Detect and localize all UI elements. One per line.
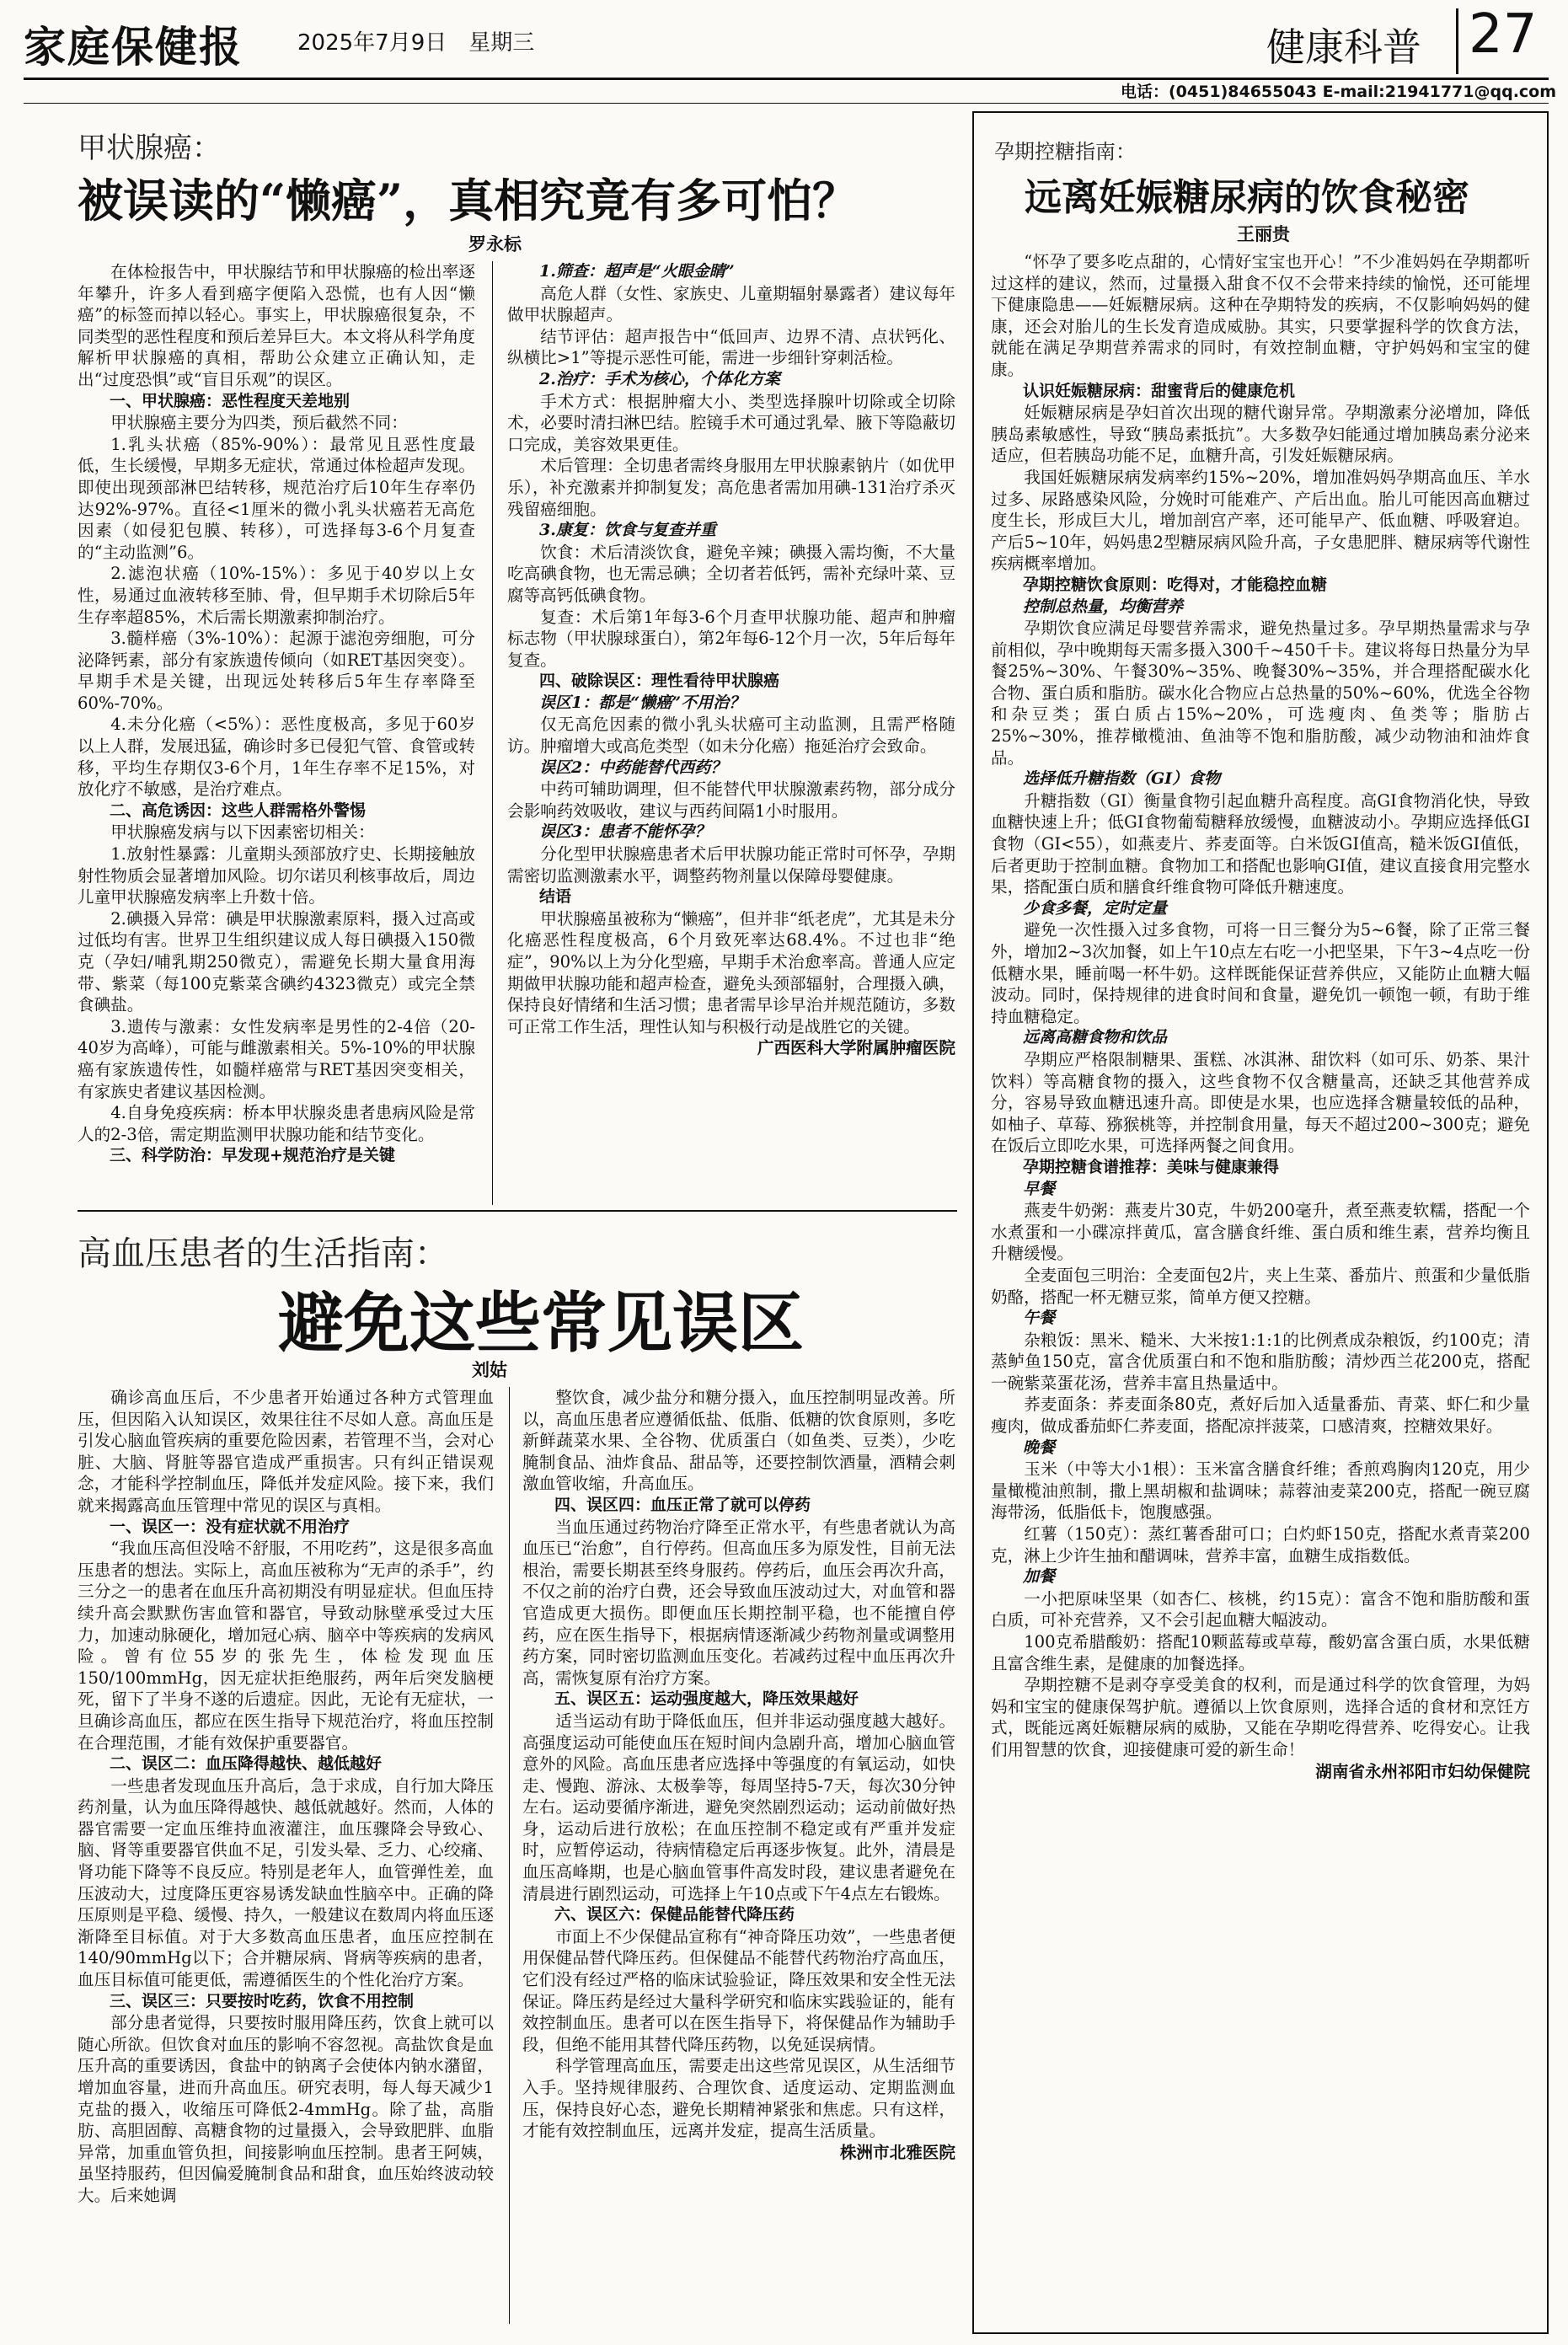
section-heading: 六、误区六：保健品能替代降压药 xyxy=(554,1905,795,1925)
section-heading: 五、误区五：运动强度越大，降压效果越好 xyxy=(554,1689,859,1709)
paragraph: 分化型甲状腺癌患者术后甲状腺功能正常时可怀孕，孕期需密切监测激素水平，调整药物剂量以保障母婴健康。 xyxy=(507,844,955,886)
paragraph: 整饮食，减少盐分和糖分摄入，血压控制明显改善。所以，高血压患者应遵循低盐、低脂、低糖的饮食原则，多吃新鲜蔬菜水果、全谷物、优质蛋白（如鱼类、豆类），少吃腌制食品、油炸食品、甜品等，还要控制饮酒量，酒精会刺激血管收缩，升高血压。 xyxy=(522,1388,955,1494)
section-heading: 三、误区三：只要按时吃药，饮食不用控制 xyxy=(110,1991,415,2010)
paragraph: 部分患者觉得，只要按时服用降压药，饮食上就可以随心所欲。但饮食对血压的影响不容忽视。高盐饮食是血压升高的重要诱因，食盐中的钠离子会使体内钠水潴留，增加血容量，进而升高血压。研究表明，每人每天减少1克盐的摄入，收缩压可降低2-4mmHg。除了盐，高脂肪、高胆固醇、高糖食物的过量摄入，会导致肥胖、血脂异常，加重血管负担，间接影响血压控制。患者王阿姨，虽坚持服药，但因偏爱腌制食品和甜食，血压始终波动较大。后来她调 xyxy=(78,2013,494,2205)
subsection-heading: 3.康复：饮食与复查并重 xyxy=(539,521,716,540)
paragraph: 市面上不少保健品宣称有“神奇降压功效”，一些患者便用保健品替代降压药。但保健品不能替代药物治疗高血压，它们没有经过严格的临床试验验证，降压效果和安全性无法保证。降压药是经过大量科学研究和临床实践验证的，能有效控制血压。患者可以在医生指导下，将保健品作为辅助手段，但绝不能用其替代降压药物，以免延误病情。 xyxy=(522,1926,955,2054)
paragraph: “我血压高但没啥不舒服，不用吃药”，这是很多高血压患者的想法。实际上，高血压被称为“无声的杀手”，约三分之一的患者在血压升高初期没有明显症状。但血压持续升高会默默伤害血管和器官，导致动脉壁承受过大压力，加速动脉硬化，增加冠心病、脑卒中等疾病的发病风险。曾有位55岁的张先生，体检发现血压150/100mmHg，因无症状拒绝服药，两年后突发脑梗死，留下了半身不遂的后遗症。因此，无论有无症状，一旦确诊高血压，都应在医生指导下规范治疗，将血压控制在合理范围，才能有效保护重要器官。 xyxy=(78,1539,494,1753)
paragraph: 在体检报告中，甲状腺结节和甲状腺癌的检出率逐年攀升，许多人看到癌字便陷入恐慌，也有人因“懒癌”的标签而掉以轻心。事实上，甲状腺癌很复杂，不同类型的恶性程度和预后差异巨大。本文将从科学角度解析甲状腺癌的真相，帮助公众建立正确认知，走出“过度恐惧”或“盲目乐观”的误区。 xyxy=(78,262,475,389)
subsection-heading: 误区1：都是“懒癌”不用治？ xyxy=(539,693,746,712)
subsection-heading: 午餐 xyxy=(1023,1309,1056,1328)
column-divider xyxy=(492,261,493,1205)
paragraph: 荞麦面条：荞麦面条80克，煮好后加入适量番茄、青菜、虾仁和少量瘦肉，做成番茄虾仁荞麦面，搭配凉拌菠菜，口感清爽，控糖效果好。 xyxy=(991,1395,1530,1437)
subsection-heading: 1.筛查：超声是“火眼金睛” xyxy=(539,262,735,281)
paragraph: 2.滤泡状癌（10%-15%）：多见于40岁以上女性，易通过血液转移至肺、骨，但早期手术切除后5年生存率超85%，术后需长期激素抑制治疗。 xyxy=(78,564,475,627)
paragraph: 适当运动有助于降低血压，但并非运动强度越大越好。高强度运动可能使血压在短时间内急剧升高，增加心脑血管意外的风险。高血压患者应选择中等强度的有氧运动，如快走、慢跑、游泳、太极拳等，每周坚持5-7天，每次30分钟左右。运动要循序渐进，避免突然剧烈运动；运动前做好热身，运动后进行放松；在血压控制不稳定或有严重并发症时，应暂停运动，待病情稳定后再逐步恢复。此外，清晨是血压高峰期，也是心脑血管事件高发时段，建议患者避免在清晨进行剧烈运动，可选择上午10点或下午4点左右锻炼。 xyxy=(522,1711,955,1903)
paragraph: 避免一次性摄入过多食物，可将一日三餐分为5~6餐，除了正常三餐外，增加2~3次加餐，如上午10点左右吃一小把坚果，下午3~4点吃一份低糖水果，睡前喝一杯牛奶。这样既能保证营养供应，又能防止血糖大幅波动。同时，保持规律的进食时间和食量，避免饥一顿饱一顿，有助于维持血糖稳定。 xyxy=(991,920,1530,1026)
paragraph: 手术方式：根据肿瘤大小、类型选择腺叶切除或全切除术，必要时清扫淋巴结。腔镜手术可通过乳晕、腋下等隐蔽切口完成，美容效果更佳。 xyxy=(507,391,955,454)
paragraph: 妊娠糖尿病是孕妇首次出现的糖代谢异常。孕期激素分泌增加，降低胰岛素敏感性，导致“胰岛素抵抗”。大多数孕妇能通过增加胰岛素分泌来适应，但若胰岛功能不足，血糖升高，引发妊娠糖尿病。 xyxy=(991,403,1530,466)
subsection-heading: 误区2：中药能替代西药？ xyxy=(539,758,727,777)
paragraph: 3.髓样癌（3%-10%）：起源于滤泡旁细胞，可分泌降钙素，部分有家族遗传倾向（如RET基因突变）。早期手术是关键，出现远处转移后5年生存率降至60%-70%。 xyxy=(78,629,475,713)
paragraph: 高危人群（女性、家族史、儿童期辐射暴露者）建议每年做甲状腺超声。 xyxy=(507,283,955,325)
paragraph: 术后管理：全切患者需终身服用左甲状腺素钠片（如优甲乐），补充激素并抑制复发；高危患者需加用碘-131治疗杀灭残留癌细胞。 xyxy=(507,456,955,519)
paragraph: 燕麦牛奶粥：燕麦片30克，牛奶200毫升，煮至燕麦软糯，搭配一个水煮蛋和一小碟凉拌黄瓜，富含膳食纤维、蛋白质和维生素，营养均衡且升糖缓慢。 xyxy=(991,1201,1530,1264)
article-3-body xyxy=(991,251,1530,2319)
paragraph: 2.碘摄入异常：碘是甲状腺激素原料，摄入过高或过低均有害。世界卫生组织建议成人每日碘摄入150微克（孕妇/哺乳期250微克），需避免长期大量食用海带、紫菜（每100克紫菜含碘约4323微克）或完全禁食碘盐。 xyxy=(78,908,475,1015)
paragraph: 甲状腺癌主要分为四类，预后截然不同： xyxy=(110,413,408,433)
subsection-heading: 2.治疗：手术为核心，个体化方案 xyxy=(539,369,780,388)
paragraph: 1.乳头状癌（85%-90%）：最常见且恶性度最低，生长缓慢，早期多无症状，常通过体检超声发现。即使出现颈部淋巴结转移，规范治疗后10年生存率仍达92%-97%。直径<1厘米的微小乳头状癌若无高危因素（如侵犯包膜、转移），可选择每3-6个月复查的“主动监测”6。 xyxy=(78,434,475,562)
paragraph: 甲状腺癌发病与以下因素密切相关： xyxy=(110,822,375,843)
contact-info: 电话：(0451)84655043 E-mail:21941771@qq.com xyxy=(1121,83,1557,101)
article-separator xyxy=(78,1210,957,1212)
article-3-kicker: 孕期控糖指南： xyxy=(994,140,1136,163)
section-heading: 四、破除误区：理性看待甲状腺癌 xyxy=(539,672,780,691)
paragraph: 1.放射性暴露：儿童期头颈部放疗史、长期接触放射性物质会显著增加风险。切尔诺贝利核事故后，周边儿童甲状腺癌发病率上升数十倍。 xyxy=(78,844,475,907)
newspaper-name: 家庭保健报 xyxy=(24,22,243,72)
paragraph: 4.自身免疫疾病：桥本甲状腺炎患者患病风险是常人的2-3倍，需定期监测甲状腺功能和结节变化。 xyxy=(78,1103,475,1144)
article-2-author: 刘姑 xyxy=(472,1359,507,1380)
paragraph: 孕期控糖不是剥夺享受美食的权利，而是通过科学的饮食管理，为妈妈和宝宝的健康保驾护航。遵循以上饮食原则，选择合适的食材和烹饪方式，既能远离妊娠糖尿病的威胁，又能在孕期吃得营养、吃得安心。让我们用智慧的饮食，迎接健康可爱的新生命！ xyxy=(991,1675,1530,1759)
page-number: 27 xyxy=(1469,3,1538,66)
subsection-heading: 晚餐 xyxy=(1023,1438,1056,1457)
section-heading: 二、误区二：血压降得越快、越低越好 xyxy=(110,1754,383,1774)
article-2-title: 避免这些常见误区 xyxy=(278,1285,805,1362)
subsection-heading: 选择低升糖指数（GI）食物 xyxy=(1023,769,1221,789)
article-2-kicker: 高血压患者的生活指南： xyxy=(78,1234,448,1273)
paragraph: 仅无高危因素的微小乳头状癌可主动监测，且需严格随访。肿瘤增大或高危类型（如未分化癌）拖延治疗会致命。 xyxy=(507,715,955,757)
subsection-heading: 误区3：患者不能怀孕？ xyxy=(539,822,711,842)
section-heading: 三、科学防治：早发现+规范治疗是关键 xyxy=(110,1146,395,1165)
section-name: 健康科普 xyxy=(1266,24,1421,70)
section-heading: 结语 xyxy=(539,887,572,907)
article-1-author: 罗永标 xyxy=(468,233,522,254)
paragraph: 复查：术后第1年每3-6个月查甲状腺功能、超声和肿瘤标志物（甲状腺球蛋白），第2年每6-12个月一次，5年后每年复查。 xyxy=(507,607,955,670)
subsection-heading: 少食多餐，定时定量 xyxy=(1023,898,1168,918)
masthead-divider xyxy=(1456,8,1458,74)
subsection-heading: 早餐 xyxy=(1023,1179,1056,1198)
article-2-column-1 xyxy=(78,1387,494,2324)
paragraph: 玉米（中等大小1根）：玉米富含膳食纤维；香煎鸡胸肉120克，用少量橄榄油煎制，撒上黑胡椒和盐调味；蒜蓉油麦菜200克，搭配一碗豆腐海带汤，低脂低卡，饱腹感强。 xyxy=(991,1459,1530,1523)
issue-date: 2025年7月9日 星期三 xyxy=(297,30,535,56)
article-1-kicker: 甲状腺癌： xyxy=(78,131,221,165)
masthead xyxy=(24,3,1549,76)
paragraph: 甲状腺癌虽被称为“懒癌”，但并非“纸老虎”，尤其是未分化癌恶性程度极高，6个月致死率达68.4%。不过也非“绝症”，90%以上为分化型癌，早期手术治愈率高。普通人应定期做甲状腺功能和超声检查，避免头颈部辐射，合理摄入碘，保持良好情绪和生活习惯；患者需早诊早治并规范随访，多数可正常工作生活，理性认知与积极行动是战胜它的关键。 xyxy=(507,908,955,1036)
source-credit: 广西医科大学附属肿瘤医院 xyxy=(757,1038,955,1058)
paragraph: 当血压通过药物治疗降至正常水平，有些患者就认为高血压已“治愈”，自行停药。但高血压多为原发性，目前无法根治，需要长期甚至终身服药。停药后，血压会再次升高，不仅之前的治疗白费，还会导致血压波动过大，对血管和器官造成更大损伤。即便血压长期控制平稳，也不能擅自停药，应在医生指导下，根据病情逐渐减少药物剂量或调整用药方案，同时密切监测血压变化。若减药过程中血压再次升高，需恢复原有治疗方案。 xyxy=(522,1517,955,1688)
section-heading: 一、误区一：没有症状就不用治疗 xyxy=(110,1517,351,1536)
section-heading: 孕期控糖食谱推荐：美味与健康兼得 xyxy=(1023,1157,1280,1176)
paragraph: 确诊高血压后，不少患者开始通过各种方式管理血压，但因陷入认知误区，效果往往不尽如人意。高血压是引发心脑血管疾病的重要危险因素，若管理不当，会对心脏、大脑、肾脏等器官造成严重损害。只有纠正错误观念，才能科学控制血压，降低并发症风险。接下来，我们就来揭露高血压管理中常见的误区与真相。 xyxy=(78,1388,494,1515)
paragraph: 饮食：术后清淡饮食，避免辛辣；碘摄入需均衡，不大量吃高碘食物，也无需忌碘；全切者若低钙，需补充绿叶菜、豆腐等高钙低碘食物。 xyxy=(507,542,955,605)
paragraph: 孕期应严格限制糖果、蛋糕、冰淇淋、甜饮料（如可乐、奶茶、果汁饮料）等高糖食物的摄入，这些食物不仅含糖量高，还缺乏其他营养成分，容易导致血糖迅速升高。即使是水果，也应选择含糖量较低的品种，如柚子、草莓、猕猴桃等，并控制食用量，每天不超过200~300克；避免在饭后立即吃水果，可选择两餐之间食用。 xyxy=(991,1049,1530,1156)
subsection-heading: 控制总热量，均衡营养 xyxy=(1023,597,1184,616)
paragraph: “怀孕了要多吃点甜的，心情好宝宝也开心！”不少准妈妈在孕期都听过这样的建议，然而，过量摄入甜食不仅不会带来持续的愉悦，还可能埋下健康隐患——妊娠糖尿病。这种在孕期特发的疾病，不仅影响妈妈的健康，还会对胎儿的生长发育造成威胁。其实，只要掌握科学的饮食方法，就能在满足孕期营养需求的同时，有效控制血糖，守护妈妈和宝宝的健康。 xyxy=(991,252,1530,379)
contact-rule xyxy=(24,103,1549,104)
paragraph: 一些患者发现血压升高后，急于求成，自行加大降压药剂量，认为血压降得越快、越低就越好。然而，人体的器官需要一定血压维持血液灌注，血压骤降会导致心、脑、肾等重要器官供血不足，引发头晕、乏力、心绞痛、肾功能下降等不良反应。特别是老年人，血管弹性差，血压波动大，过度降压更容易诱发缺血性脑卒中。正确的降压原则是平稳、缓慢、持久，一般建议在数周内将血压逐渐降至目标值。对于大多数高血压患者，血压应控制在140/90mmHg以下；合并糖尿病、肾病等疾病的患者，血压目标值可能更低，需遵循医生的个性化治疗方案。 xyxy=(78,1775,494,1990)
paragraph: 我国妊娠糖尿病发病率约15%~20%，增加准妈妈孕期高血压、羊水过多、尿路感染风险，分娩时可能难产、产后出血。胎儿可能因高血糖过度生长，形成巨大儿，增加剖宫产率，还可能早产、低血糖、呼吸窘迫。产后5~10年，妈妈患2型糖尿病风险升高，子女患肥胖、糖尿病等代谢性疾病概率增加。 xyxy=(991,467,1530,574)
paragraph: 4.未分化癌（<5%）：恶性度极高，多见于60岁以上人群，发展迅猛，确诊时多已侵犯气管、食管或转移，平均生存期仅3-6个月，1年生存率不足15%，对放化疗不敏感，是治疗难点。 xyxy=(78,715,475,800)
subsection-heading: 加餐 xyxy=(1023,1567,1056,1587)
source-credit: 株洲市北雅医院 xyxy=(839,2142,955,2162)
article-3-author: 王丽贵 xyxy=(1237,223,1290,244)
section-heading: 四、误区四：血压正常了就可以停药 xyxy=(554,1495,811,1514)
paragraph: 一小把原味坚果（如杏仁、核桃，约15克）：富含不饱和脂肪酸和蛋白质，可补充营养，又不会引起血糖大幅波动。 xyxy=(991,1588,1530,1630)
section-heading: 一、甲状腺癌：恶性程度天差地别 xyxy=(110,391,351,410)
article-1-title: 被误读的“懒癌”，真相究竟有多可怕？ xyxy=(78,174,859,228)
column-divider xyxy=(509,1387,510,2324)
section-heading: 孕期控糖饮食原则：吃得对，才能稳控血糖 xyxy=(1023,575,1328,594)
paragraph: 3.遗传与激素：女性发病率是男性的2-4倍（20-40岁为高峰），可能与雌激素相关。5%-10%的甲状腺癌有家族遗传性，如髓样癌常与RET基因突变相关，有家族史者建议基因检测。 xyxy=(78,1016,475,1101)
article-1-column-2 xyxy=(507,261,955,1205)
paragraph: 升糖指数（GI）衡量食物引起血糖升高程度。高GI食物消化快，导致血糖快速上升；低GI食物葡萄糖释放缓慢，血糖波动小。孕期应选择低GI食物（GI<55），如燕麦片、荞麦面等。白米饭GI值高，糙米饭GI值低，后者更助于控制血糖。食物加工和搭配也影响GI值，建议直接食用完整水果，搭配蛋白质和膳食纤维食物可降低升糖速度。 xyxy=(991,790,1530,897)
paragraph: 中药可辅助调理，但不能替代甲状腺激素药物，部分成分会影响药效吸收，建议与西药间隔1小时服用。 xyxy=(507,779,955,821)
paragraph: 全麦面包三明治：全麦面包2片，夹上生菜、番茄片、煎蛋和少量低脂奶酪，搭配一杯无糖豆浆，简单方便又控糖。 xyxy=(991,1265,1530,1307)
paragraph: 红薯（150克）：蒸红薯香甜可口；白灼虾150克，搭配水煮青菜200克，淋上少许生抽和醋调味，营养丰富，血糖生成指数低。 xyxy=(991,1524,1530,1566)
article-2-column-2 xyxy=(522,1387,955,2324)
paragraph: 科学管理高血压，需要走出这些常见误区，从生活细节入手。坚持规律服药、合理饮食、适度运动、定期监测血压，保持良好心态，避免长期精神紧张和焦虑。只有这样，才能有效控制血压，远离并发症，提高生活质量。 xyxy=(522,2056,955,2141)
paragraph: 结节评估：超声报告中“低回声、边界不清、点状钙化、纵横比>1”等提示恶性可能，需进一步细针穿刺活检。 xyxy=(507,326,955,368)
paragraph: 杂粮饭：黑米、糙米、大米按1:1:1的比例煮成杂粮饭，约100克；清蒸鲈鱼150克，富含优质蛋白和不饱和脂肪酸；清炒西兰花200克，搭配一碗紫菜蛋花汤，营养丰富且热量适中。 xyxy=(991,1330,1530,1393)
section-heading: 认识妊娠糖尿病：甜蜜背后的健康危机 xyxy=(1023,381,1296,400)
article-1-column-1 xyxy=(78,261,475,1205)
source-credit: 湖南省永州祁阳市妇幼保健院 xyxy=(1315,1761,1530,1781)
section-heading: 二、高危诱因：这些人群需格外警惕 xyxy=(110,800,367,820)
subsection-heading: 远离高糖食物和饮品 xyxy=(1023,1028,1168,1047)
article-3-title: 远离妊娠糖尿病的饮食秘密 xyxy=(1025,176,1469,219)
paragraph: 100克希腊酸奶：搭配10颗蓝莓或草莓，酸奶富含蛋白质，水果低糖且富含维生素，是健康的加餐选择。 xyxy=(991,1632,1530,1673)
paragraph: 孕期饮食应满足母婴营养需求，避免热量过多。孕早期热量需求与孕前相似，孕中晚期每天需多摄入300千~450千卡。建议将每日热量分为早餐25%~30%、午餐30%~35%、晚餐30%~35%，并合理搭配碳水化合物、蛋白质和脂肪。碳水化合物应占总热量的50%~60%，优选全谷物和杂豆类；蛋白质占15%~20%，可选瘦肉、鱼类等；脂肪占25%~30%，推荐橄榄油、鱼油等不饱和脂肪酸，减少动物油和油炸食品。 xyxy=(991,618,1530,768)
